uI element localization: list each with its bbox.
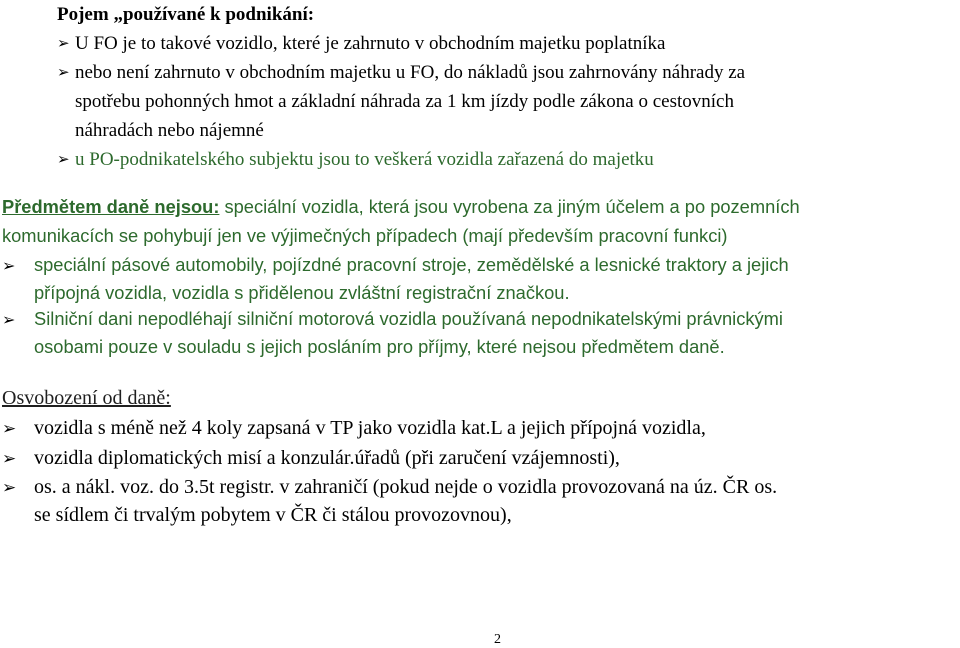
section-not-subject-intro-line2: komunikacích se pohybují jen ve výjimečných případech (mají především pracovní funkci) — [2, 225, 728, 246]
list-item-continuation: spotřebu pohonných hmot a základní náhrada za 1 km jízdy podle zákona o cestovních — [75, 91, 734, 112]
section-not-subject-heading: Předmětem daně nejsou: — [2, 196, 220, 217]
list-item — [57, 145, 654, 175]
list-item-continuation: osobami pouze v souladu s jejich posláním pro příjmy, které nejsou předmětem daně. — [34, 336, 725, 357]
list-item-text: vozidla s méně než 4 koly zapsaná v TP jako vozidla kat.L a jejich přípojná vozidla, — [34, 417, 706, 439]
list-item-text: vozidla diplomatických misí a konzulár.úřadů (při zaručení vzájemnosti), — [34, 447, 620, 469]
list-item — [57, 29, 665, 59]
page-number: 2 — [494, 632, 501, 647]
list-item-text: os. a nákl. voz. do 3.5t registr. v zahraničí (pokud nejde o vozidla provozovaná na úz. ČR os. — [34, 476, 778, 498]
list-item — [2, 476, 777, 499]
section-not-subject-intro-text: speciální vozidla, která jsou vyrobena za jiným účelem a po pozemních — [219, 196, 800, 217]
section-business-use-heading: Pojem „používané k podnikání: — [57, 4, 315, 25]
list-item — [2, 417, 706, 440]
list-item-text: U FO je to takové vozidlo, které je zahrnuto v obchodním majetku poplatníka — [75, 33, 666, 54]
list-item-text: u PO-podnikatelského subjektu jsou to veškerá vozidla zařazená do majetku — [75, 149, 654, 170]
arrow-bullet-icon: ➢ — [57, 65, 70, 81]
arrow-bullet-icon: ➢ — [2, 478, 17, 497]
list-item — [57, 58, 745, 88]
list-item — [2, 254, 789, 276]
list-item-text: speciální pásové automobily, pojízdné pracovní stroje, zemědělské a lesnické traktory a jejich — [34, 254, 789, 275]
arrow-bullet-icon: ➢ — [57, 36, 70, 52]
section-exemption-heading: Osvobození od daně: — [2, 387, 171, 409]
list-item — [2, 308, 783, 330]
section-not-subject-intro — [2, 196, 800, 218]
arrow-bullet-icon: ➢ — [2, 419, 17, 438]
arrow-bullet-icon: ➢ — [57, 152, 70, 168]
list-item — [2, 447, 620, 470]
arrow-bullet-icon: ➢ — [2, 449, 17, 468]
list-item-text: Silniční dani nepodléhají silniční motorová vozidla používaná nepodnikatelskými právnickými — [34, 308, 783, 329]
list-item-continuation: přípojná vozidla, vozidla s přidělenou zvláštní registrační značkou. — [34, 282, 570, 303]
list-item-continuation: náhradách nebo nájemné — [75, 120, 264, 141]
arrow-bullet-icon: ➢ — [2, 312, 16, 329]
list-item-continuation: se sídlem či trvalým pobytem v ČR či stálou provozovnou), — [34, 504, 512, 526]
arrow-bullet-icon: ➢ — [2, 258, 16, 275]
list-item-text: nebo není zahrnuto v obchodním majetku u FO, do nákladů jsou zahrnovány náhrady za — [75, 62, 746, 83]
